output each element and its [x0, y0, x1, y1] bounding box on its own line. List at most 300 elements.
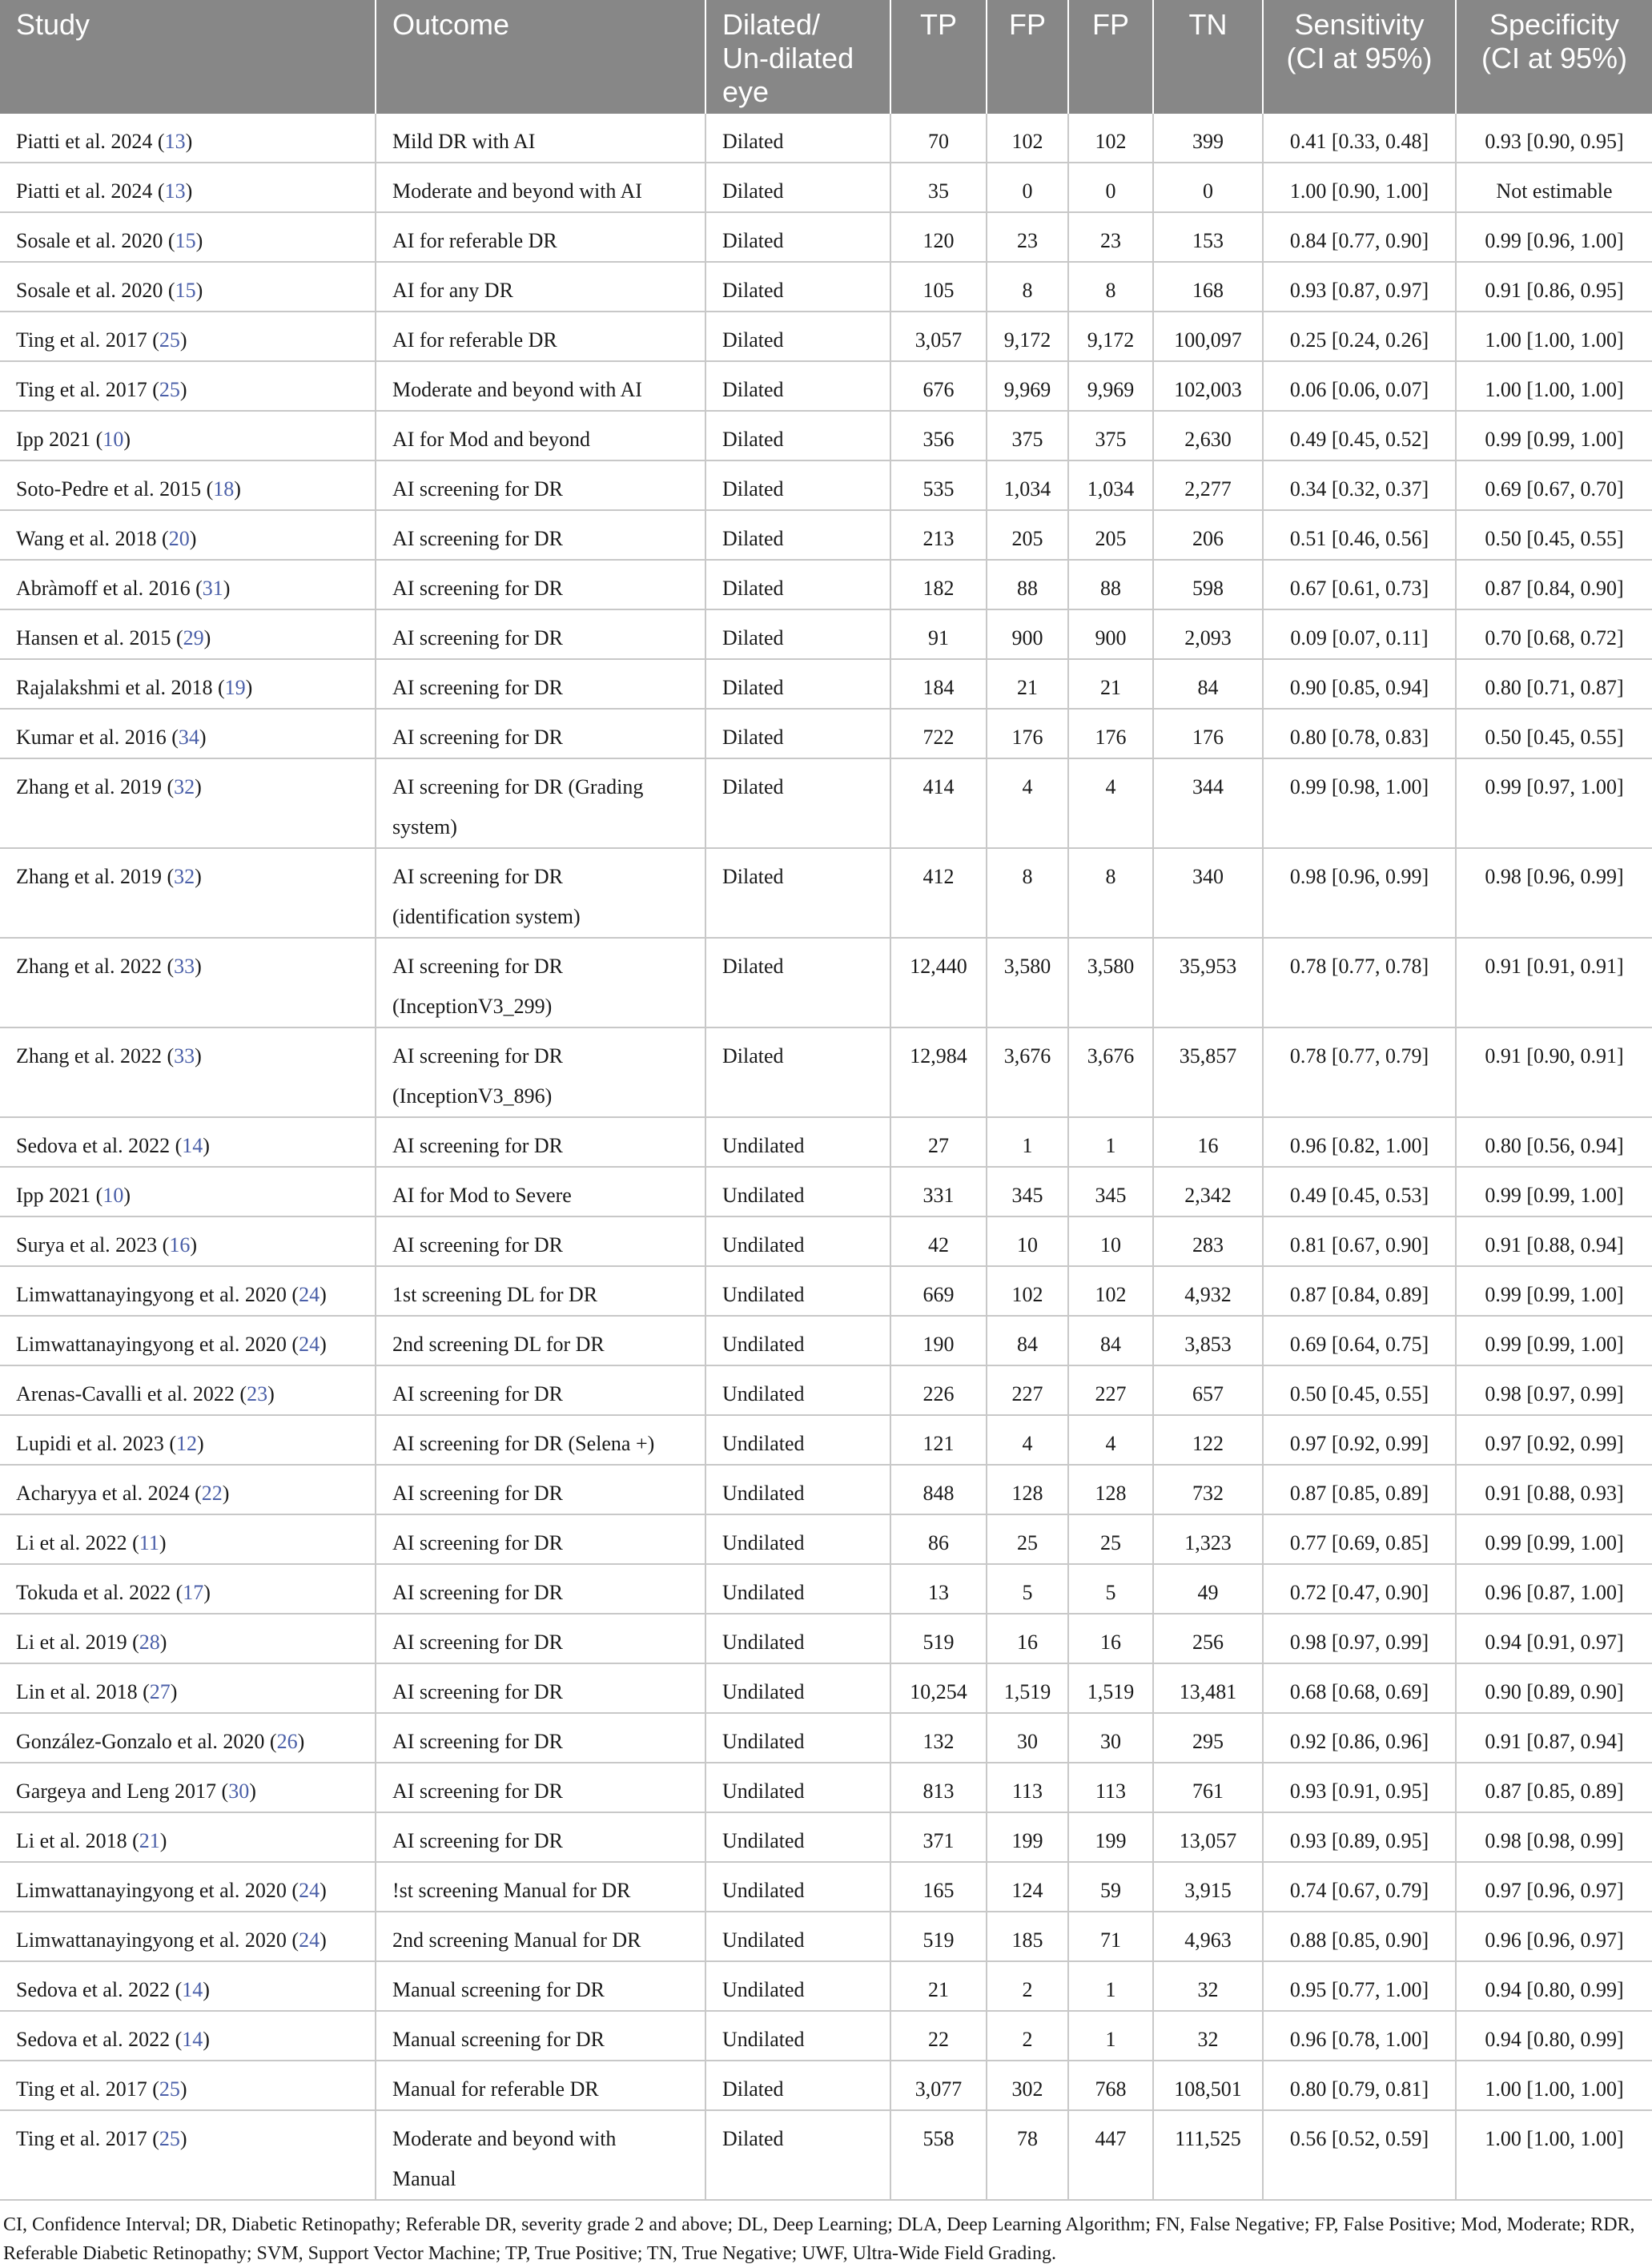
sensitivity-cell: 0.74 [0.67, 0.79] — [1263, 1862, 1456, 1912]
tn-cell: 84 — [1153, 659, 1263, 709]
outcome-cell — [376, 659, 705, 709]
reference-link[interactable]: 25 — [159, 378, 180, 401]
sensitivity-cell: 0.99 [0.98, 1.00] — [1263, 758, 1456, 848]
tp-cell: 12,440 — [890, 938, 987, 1027]
reference-link[interactable]: 33 — [174, 955, 195, 978]
reference-link[interactable]: 20 — [168, 527, 190, 550]
specificity-cell: 0.99 [0.96, 1.00] — [1456, 212, 1652, 262]
study-name: González-Gonzalo et al. 2020 ( — [16, 1730, 277, 1753]
sensitivity-cell: 0.69 [0.64, 0.75] — [1263, 1316, 1456, 1365]
tn-cell: 16 — [1153, 1117, 1263, 1167]
study-name: Acharyya et al. 2024 ( — [16, 1482, 202, 1505]
specificity-cell: 0.80 [0.71, 0.87] — [1456, 659, 1652, 709]
study-cell — [0, 1862, 376, 1912]
reference-link[interactable]: 32 — [174, 775, 195, 798]
outcome-line: AI screening for DR — [392, 1779, 563, 1803]
reference-link[interactable]: 14 — [182, 1134, 203, 1157]
tp-cell: 132 — [890, 1713, 987, 1763]
outcome-line: Manual screening for DR — [392, 1978, 605, 2001]
outcome-cell — [376, 1465, 705, 1514]
reference-link[interactable]: 19 — [224, 676, 246, 699]
tn-cell: 35,857 — [1153, 1027, 1263, 1117]
fp-second-cell: 1,034 — [1068, 460, 1153, 510]
study-name: Limwattanayingyong et al. 2020 ( — [16, 1283, 299, 1306]
reference-link[interactable]: 14 — [182, 1978, 203, 2001]
reference-close-paren: ) — [195, 865, 202, 888]
outcome-cell — [376, 709, 705, 758]
fp-cell: 113 — [987, 1763, 1068, 1812]
fp-cell: 185 — [987, 1912, 1068, 1961]
sensitivity-cell: 1.00 [0.90, 1.00] — [1263, 163, 1456, 212]
study-cell — [0, 1316, 376, 1365]
study-name: Kumar et al. 2016 ( — [16, 726, 179, 749]
table-row — [0, 411, 1652, 460]
specificity-cell: 0.94 [0.80, 0.99] — [1456, 2011, 1652, 2061]
table-row — [0, 262, 1652, 312]
reference-close-paren: ) — [195, 955, 202, 978]
outcome-line: AI screening for DR — [392, 1134, 563, 1157]
tn-cell: 3,853 — [1153, 1316, 1263, 1365]
specificity-cell: 0.96 [0.87, 1.00] — [1456, 1564, 1652, 1614]
fp-second-cell: 102 — [1068, 114, 1153, 163]
reference-link[interactable]: 24 — [299, 1928, 320, 1952]
outcome-line: AI screening for DR — [392, 1044, 563, 1068]
dilation-cell: Dilated — [705, 848, 890, 938]
outcome-cell — [376, 1316, 705, 1365]
header-study: Study — [0, 0, 376, 114]
tn-cell: 2,093 — [1153, 609, 1263, 659]
header-sensitivity-line: Sensitivity — [1294, 8, 1425, 41]
tp-cell: 86 — [890, 1514, 987, 1564]
specificity-cell: 0.98 [0.96, 0.99] — [1456, 848, 1652, 938]
reference-link[interactable]: 29 — [183, 626, 204, 649]
reference-link[interactable]: 27 — [149, 1680, 171, 1703]
reference-close-paren: ) — [245, 676, 253, 699]
reference-link[interactable]: 24 — [299, 1283, 320, 1306]
dilation-cell: Undilated — [705, 1912, 890, 1961]
header-sensitivity — [1263, 0, 1456, 114]
fp-cell: 21 — [987, 659, 1068, 709]
reference-link[interactable]: 16 — [169, 1233, 191, 1257]
reference-link[interactable]: 14 — [182, 2028, 203, 2051]
sensitivity-cell: 0.80 [0.78, 0.83] — [1263, 709, 1456, 758]
fp-cell: 124 — [987, 1862, 1068, 1912]
study-name: Ipp 2021 ( — [16, 1184, 103, 1207]
tp-cell: 356 — [890, 411, 987, 460]
fp-second-cell: 3,580 — [1068, 938, 1153, 1027]
study-cell — [0, 938, 376, 1027]
fp-cell: 10 — [987, 1216, 1068, 1266]
table-row — [0, 361, 1652, 411]
reference-close-paren: ) — [197, 1432, 204, 1455]
outcome-line: AI screening for DR — [392, 1581, 563, 1604]
tn-cell: 13,481 — [1153, 1663, 1263, 1713]
reference-link[interactable]: 15 — [175, 229, 196, 252]
specificity-cell: 0.94 [0.91, 0.97] — [1456, 1614, 1652, 1663]
outcome-line: AI for Mod and beyond — [392, 428, 590, 451]
reference-link[interactable]: 21 — [139, 1829, 160, 1852]
fp-second-cell: 1 — [1068, 1117, 1153, 1167]
specificity-cell: 0.87 [0.85, 0.89] — [1456, 1763, 1652, 1812]
outcome-line: AI screening for DR — [392, 1233, 563, 1257]
study-name: Sosale et al. 2020 ( — [16, 229, 175, 252]
dilation-cell: Undilated — [705, 1862, 890, 1912]
table-row — [0, 1167, 1652, 1216]
specificity-cell: 0.99 [0.99, 1.00] — [1456, 411, 1652, 460]
study-cell — [0, 609, 376, 659]
reference-link[interactable]: 31 — [202, 577, 223, 600]
reference-close-paren: ) — [179, 378, 187, 401]
study-cell — [0, 1266, 376, 1316]
outcome-line: Manual — [392, 2167, 456, 2190]
tp-cell: 535 — [890, 460, 987, 510]
study-cell — [0, 1465, 376, 1514]
table-row — [0, 659, 1652, 709]
reference-close-paren: ) — [297, 1730, 305, 1753]
reference-close-paren: ) — [223, 577, 231, 600]
tn-cell: 0 — [1153, 163, 1263, 212]
outcome-line: AI screening for DR — [392, 1829, 563, 1852]
sensitivity-cell: 0.92 [0.86, 0.96] — [1263, 1713, 1456, 1763]
study-name: Li et al. 2019 ( — [16, 1631, 139, 1654]
tn-cell: 283 — [1153, 1216, 1263, 1266]
study-cell — [0, 114, 376, 163]
table-row — [0, 1514, 1652, 1564]
tn-cell: 1,323 — [1153, 1514, 1263, 1564]
specificity-cell: 0.80 [0.56, 0.94] — [1456, 1117, 1652, 1167]
fp-cell: 2 — [987, 2011, 1068, 2061]
outcome-cell — [376, 848, 705, 938]
reference-close-paren: ) — [190, 1233, 198, 1257]
fp-second-cell: 768 — [1068, 2061, 1153, 2110]
fp-cell: 375 — [987, 411, 1068, 460]
outcome-line: AI screening for DR — [392, 726, 563, 749]
outcome-line: (InceptionV3_299) — [392, 995, 553, 1018]
sensitivity-cell: 0.78 [0.77, 0.78] — [1263, 938, 1456, 1027]
fp-second-cell: 4 — [1068, 1415, 1153, 1465]
table-row — [0, 1713, 1652, 1763]
tn-cell: 295 — [1153, 1713, 1263, 1763]
fp-second-cell: 8 — [1068, 848, 1153, 938]
outcome-line: AI screening for DR — [392, 1680, 563, 1703]
sensitivity-cell: 0.87 [0.85, 0.89] — [1263, 1465, 1456, 1514]
reference-link[interactable]: 25 — [159, 328, 180, 352]
dilation-cell: Dilated — [705, 460, 890, 510]
fp-cell: 23 — [987, 212, 1068, 262]
study-cell — [0, 1514, 376, 1564]
fp-second-cell: 375 — [1068, 411, 1153, 460]
reference-close-paren: ) — [203, 2028, 210, 2051]
reference-link[interactable]: 34 — [178, 726, 199, 749]
table-row — [0, 758, 1652, 848]
study-name: Limwattanayingyong et al. 2020 ( — [16, 1333, 299, 1356]
fp-cell: 84 — [987, 1316, 1068, 1365]
fp-second-cell: 176 — [1068, 709, 1153, 758]
sensitivity-cell: 0.93 [0.87, 0.97] — [1263, 262, 1456, 312]
specificity-cell: 0.98 [0.97, 0.99] — [1456, 1365, 1652, 1415]
reference-link[interactable]: 18 — [213, 477, 235, 501]
study-cell — [0, 1167, 376, 1216]
table-row — [0, 560, 1652, 609]
dilation-cell: Dilated — [705, 312, 890, 361]
tp-cell: 22 — [890, 2011, 987, 2061]
sensitivity-cell: 0.77 [0.69, 0.85] — [1263, 1514, 1456, 1564]
sensitivity-cell: 0.49 [0.45, 0.52] — [1263, 411, 1456, 460]
outcome-cell — [376, 1663, 705, 1713]
header-tp: TP — [890, 0, 987, 114]
study-name: Li et al. 2022 ( — [16, 1531, 139, 1554]
outcome-line: 2nd screening DL for DR — [392, 1333, 605, 1356]
table-header — [0, 0, 1652, 114]
tp-cell: 848 — [890, 1465, 987, 1514]
reference-close-paren: ) — [222, 1482, 230, 1505]
dilation-cell: Undilated — [705, 1663, 890, 1713]
study-name: Soto-Pedre et al. 2015 ( — [16, 477, 214, 501]
table-row — [0, 1663, 1652, 1713]
study-name: Limwattanayingyong et al. 2020 ( — [16, 1928, 299, 1952]
reference-link[interactable]: 11 — [139, 1531, 159, 1554]
fp-cell: 128 — [987, 1465, 1068, 1514]
study-name: Surya et al. 2023 ( — [16, 1233, 170, 1257]
outcome-line: AI screening for DR — [392, 527, 563, 550]
outcome-cell — [376, 361, 705, 411]
study-cell — [0, 560, 376, 609]
sensitivity-cell: 0.68 [0.68, 0.69] — [1263, 1663, 1456, 1713]
reference-link[interactable]: 10 — [102, 428, 124, 451]
fp-second-cell: 4 — [1068, 758, 1153, 848]
table-row — [0, 460, 1652, 510]
tp-cell: 371 — [890, 1812, 987, 1862]
table-row — [0, 1266, 1652, 1316]
study-cell — [0, 1027, 376, 1117]
outcome-line: (identification system) — [392, 905, 581, 928]
study-name: Lin et al. 2018 ( — [16, 1680, 150, 1703]
reference-link[interactable]: 13 — [164, 130, 186, 153]
dilation-cell: Undilated — [705, 1316, 890, 1365]
reference-close-paren: ) — [203, 1581, 211, 1604]
header-dilated-line: Dilated/ — [722, 8, 821, 41]
outcome-cell — [376, 1514, 705, 1564]
outcome-cell — [376, 1027, 705, 1117]
fp-cell: 1,034 — [987, 460, 1068, 510]
fp-second-cell: 5 — [1068, 1564, 1153, 1614]
tn-cell: 13,057 — [1153, 1812, 1263, 1862]
outcome-cell — [376, 2011, 705, 2061]
study-name: Zhang et al. 2019 ( — [16, 775, 175, 798]
reference-link[interactable]: 28 — [139, 1631, 160, 1654]
sensitivity-cell: 0.84 [0.77, 0.90] — [1263, 212, 1456, 262]
outcome-cell — [376, 312, 705, 361]
table-row — [0, 938, 1652, 1027]
fp-cell: 78 — [987, 2110, 1068, 2200]
reference-link[interactable]: 13 — [164, 179, 186, 203]
tp-cell: 121 — [890, 1415, 987, 1465]
fp-second-cell: 3,676 — [1068, 1027, 1153, 1117]
reference-close-paren: ) — [320, 1879, 327, 1902]
tn-cell: 732 — [1153, 1465, 1263, 1514]
fp-cell: 199 — [987, 1812, 1068, 1862]
tp-cell: 412 — [890, 848, 987, 938]
dilation-cell: Dilated — [705, 114, 890, 163]
reference-link[interactable]: 15 — [175, 279, 196, 302]
reference-close-paren: ) — [199, 726, 207, 749]
fp-second-cell: 9,172 — [1068, 312, 1153, 361]
table-row — [0, 2011, 1652, 2061]
specificity-cell: 0.87 [0.84, 0.90] — [1456, 560, 1652, 609]
fp-second-cell: 102 — [1068, 1266, 1153, 1316]
fp-second-cell: 1 — [1068, 1961, 1153, 2011]
header-specificity-line: Specificity — [1489, 8, 1620, 41]
study-cell — [0, 1663, 376, 1713]
study-name: Sedova et al. 2022 ( — [16, 1134, 183, 1157]
study-cell — [0, 2110, 376, 2200]
reference-close-paren: ) — [159, 1631, 167, 1654]
sensitivity-cell: 0.09 [0.07, 0.11] — [1263, 609, 1456, 659]
study-name: Tokuda et al. 2022 ( — [16, 1581, 183, 1604]
reference-link[interactable]: 17 — [183, 1581, 204, 1604]
dilation-cell: Undilated — [705, 1713, 890, 1763]
reference-link[interactable]: 24 — [299, 1333, 320, 1356]
table-row — [0, 1812, 1652, 1862]
specificity-cell: 0.97 [0.92, 0.99] — [1456, 1415, 1652, 1465]
study-name: Sedova et al. 2022 ( — [16, 1978, 183, 2001]
study-cell — [0, 1365, 376, 1415]
specificity-cell: 1.00 [1.00, 1.00] — [1456, 2061, 1652, 2110]
dilation-cell: Dilated — [705, 560, 890, 609]
specificity-cell: 0.96 [0.96, 0.97] — [1456, 1912, 1652, 1961]
specificity-cell: 0.99 [0.99, 1.00] — [1456, 1316, 1652, 1365]
study-name: Ting et al. 2017 ( — [16, 328, 159, 352]
table-row — [0, 709, 1652, 758]
fp-second-cell: 900 — [1068, 609, 1153, 659]
table-row — [0, 2110, 1652, 2200]
study-cell — [0, 1216, 376, 1266]
reference-link[interactable]: 22 — [201, 1482, 223, 1505]
reference-link[interactable]: 33 — [174, 1044, 195, 1068]
outcome-cell — [376, 1564, 705, 1614]
reference-link[interactable]: 12 — [176, 1432, 198, 1455]
reference-close-paren: ) — [234, 477, 241, 501]
reference-link[interactable]: 25 — [159, 2077, 180, 2101]
specificity-cell: 0.97 [0.96, 0.97] — [1456, 1862, 1652, 1912]
study-cell — [0, 1614, 376, 1663]
study-name: Piatti et al. 2024 ( — [16, 179, 165, 203]
fp-second-cell: 25 — [1068, 1514, 1153, 1564]
table-row — [0, 848, 1652, 938]
outcome-cell — [376, 609, 705, 659]
sensitivity-cell: 0.34 [0.32, 0.37] — [1263, 460, 1456, 510]
reference-close-paren: ) — [249, 1779, 256, 1803]
outcome-cell — [376, 1415, 705, 1465]
tp-cell: 165 — [890, 1862, 987, 1912]
dilation-cell: Undilated — [705, 1216, 890, 1266]
reference-link[interactable]: 32 — [174, 865, 195, 888]
tn-cell: 108,501 — [1153, 2061, 1263, 2110]
tp-cell: 10,254 — [890, 1663, 987, 1713]
dilation-cell: Dilated — [705, 938, 890, 1027]
tn-cell: 598 — [1153, 560, 1263, 609]
reference-link[interactable]: 26 — [276, 1730, 298, 1753]
table-row — [0, 1027, 1652, 1117]
outcome-line: Moderate and beyond with AI — [392, 378, 642, 401]
tp-cell: 676 — [890, 361, 987, 411]
sensitivity-cell: 0.95 [0.77, 1.00] — [1263, 1961, 1456, 2011]
fp-cell: 3,676 — [987, 1027, 1068, 1117]
outcome-line: 1st screening DL for DR — [392, 1283, 598, 1306]
tp-cell: 3,077 — [890, 2061, 987, 2110]
outcome-line: (InceptionV3_896) — [392, 1084, 553, 1108]
tn-cell: 206 — [1153, 510, 1263, 560]
table-body — [0, 114, 1652, 2200]
tp-cell: 190 — [890, 1316, 987, 1365]
reference-link[interactable]: 25 — [159, 2127, 180, 2150]
outcome-line: AI screening for DR — [392, 1631, 563, 1654]
table-row — [0, 2061, 1652, 2110]
tn-cell: 256 — [1153, 1614, 1263, 1663]
sensitivity-cell: 0.78 [0.77, 0.79] — [1263, 1027, 1456, 1117]
outcome-cell — [376, 1614, 705, 1663]
reference-close-paren: ) — [179, 328, 187, 352]
fp-second-cell: 0 — [1068, 163, 1153, 212]
study-cell — [0, 1763, 376, 1812]
study-name: Sedova et al. 2022 ( — [16, 2028, 183, 2051]
reference-link[interactable]: 24 — [299, 1879, 320, 1902]
fp-second-cell: 227 — [1068, 1365, 1153, 1415]
dilation-cell: Dilated — [705, 758, 890, 848]
tn-cell: 32 — [1153, 1961, 1263, 2011]
reference-link[interactable]: 10 — [102, 1184, 124, 1207]
sensitivity-cell: 0.96 [0.82, 1.00] — [1263, 1117, 1456, 1167]
specificity-cell: 0.99 [0.99, 1.00] — [1456, 1514, 1652, 1564]
dilation-cell: Dilated — [705, 361, 890, 411]
tp-cell: 3,057 — [890, 312, 987, 361]
table-row — [0, 1117, 1652, 1167]
reference-link[interactable]: 30 — [228, 1779, 250, 1803]
reference-close-paren: ) — [179, 2077, 187, 2101]
tn-cell: 32 — [1153, 2011, 1263, 2061]
study-cell — [0, 1713, 376, 1763]
reference-close-paren: ) — [203, 1978, 210, 2001]
table-row — [0, 609, 1652, 659]
fp-second-cell: 23 — [1068, 212, 1153, 262]
table-row — [0, 1415, 1652, 1465]
outcome-line: 2nd screening Manual for DR — [392, 1928, 641, 1952]
dilation-cell: Undilated — [705, 1763, 890, 1812]
study-name: Ting et al. 2017 ( — [16, 2127, 159, 2150]
tn-cell: 4,932 — [1153, 1266, 1263, 1316]
table-row — [0, 114, 1652, 163]
outcome-line: !st screening Manual for DR — [392, 1879, 631, 1902]
dilation-cell: Undilated — [705, 1614, 890, 1663]
outcome-line: AI for Mod to Severe — [392, 1184, 572, 1207]
tp-cell: 669 — [890, 1266, 987, 1316]
tp-cell: 91 — [890, 609, 987, 659]
reference-link[interactable]: 23 — [247, 1382, 268, 1405]
tn-cell: 761 — [1153, 1763, 1263, 1812]
fp-second-cell: 205 — [1068, 510, 1153, 560]
study-cell — [0, 2011, 376, 2061]
study-cell — [0, 1912, 376, 1961]
outcome-line: AI screening for DR — [392, 1730, 563, 1753]
sensitivity-cell: 0.98 [0.96, 0.99] — [1263, 848, 1456, 938]
study-cell — [0, 163, 376, 212]
tp-cell: 184 — [890, 659, 987, 709]
tn-cell: 49 — [1153, 1564, 1263, 1614]
dilation-cell: Dilated — [705, 411, 890, 460]
reference-close-paren: ) — [203, 1134, 210, 1157]
tn-cell: 102,003 — [1153, 361, 1263, 411]
table-footnote: CI, Confidence Interval; DR, Diabetic Retinopathy; Referable DR, severity grade 2 and above; DL, Deep Learning; DLA, Deep Learning Algorithm; FN, False Negative; FP, False Positive; Mod, Moderate; RDR, Referable Diabetic Retinopathy; SVM, Support Vector Machine; TP, True Positive; TN, True Negative; UWF, Ultra-Wide Field Grading. — [3, 2214, 1635, 2264]
